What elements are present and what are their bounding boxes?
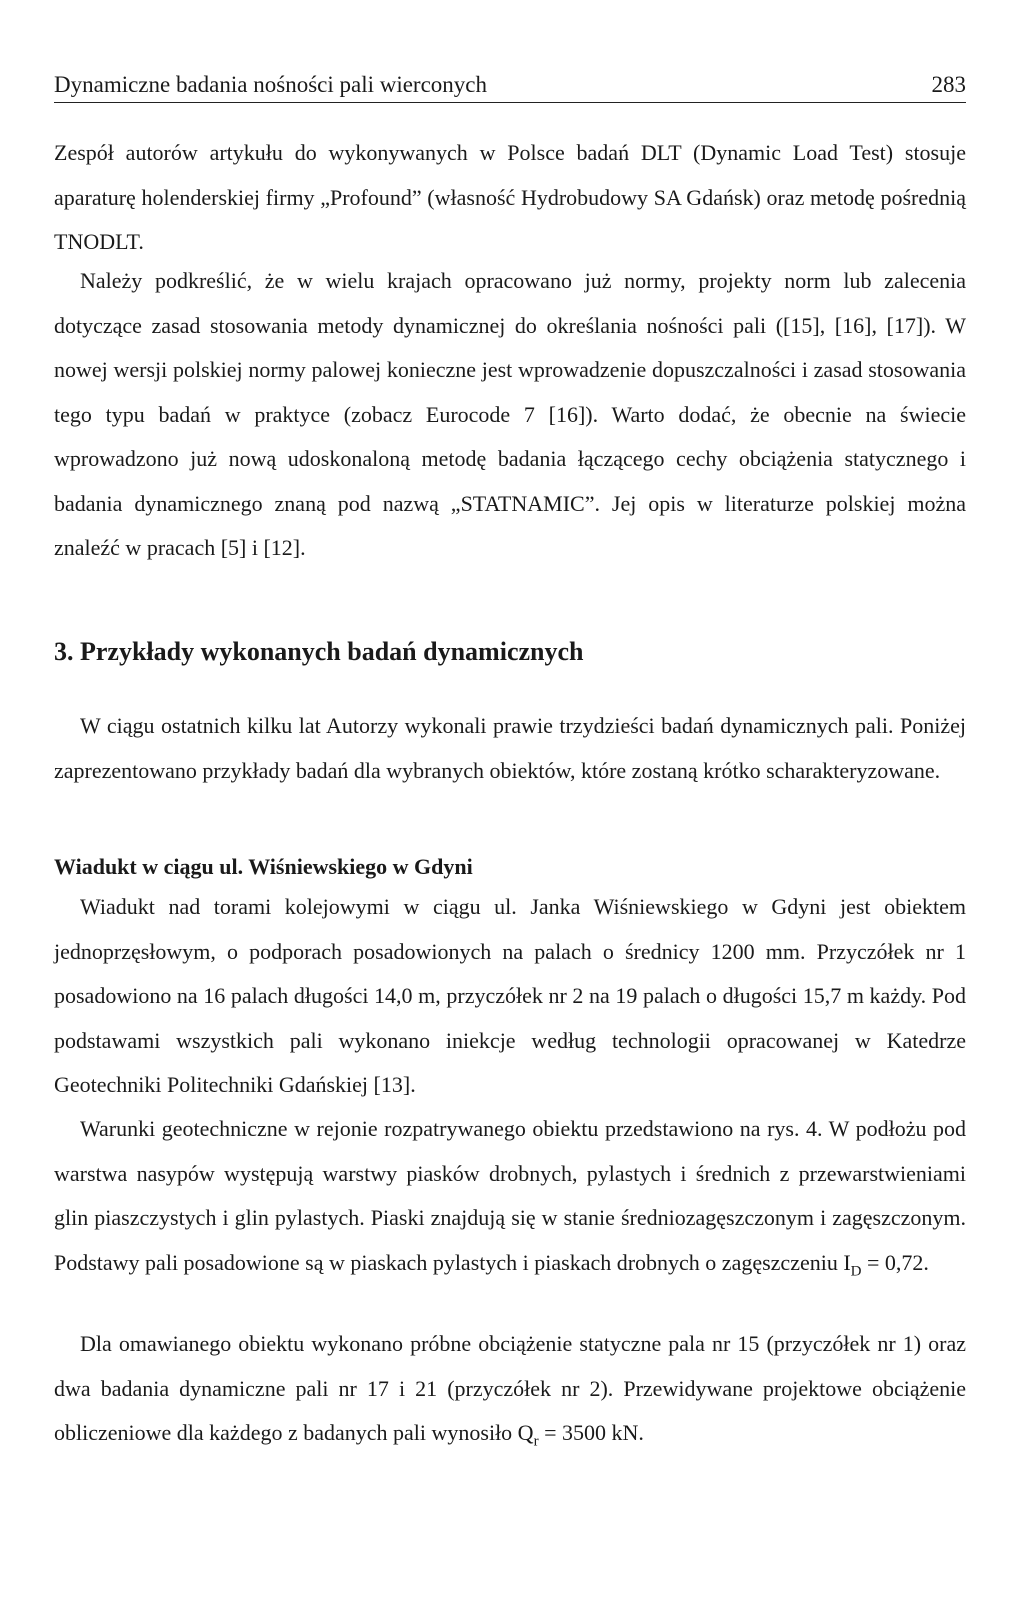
- geotechnical-text: Warunki geotechniczne w rejonie rozpatrywanego obiektu przedstawiono na rys. 4. W podłożu pod warstwa nasypów występują warstwy piasków drobnych, pylastych i średnich z przewarstwieniami glin piaszczystych i glin pylastych. Piaski znajdują się w stanie średniozagęszczonym i zagęszczonym. Podstawy pali posadowione są w piaskach pylastych i piaskach drobnych o zagęszczeniu I: [54, 1116, 966, 1275]
- page-number: 283: [931, 72, 966, 97]
- load-tests-text: Dla omawianego obiektu wykonano próbne obciążenie statyczne pala nr 15 (przyczółek nr 1) oraz dwa badania dynamiczne pali nr 17 i 21 (przyczółek nr 2). Przewidywane projektowe obciążenie obliczeniowe dla każdego z badanych pali wynosiło Q: [54, 1331, 966, 1445]
- paragraph-overview: W ciągu ostatnich kilku lat Autorzy wykonali prawie trzydzieści badań dynamicznych pali. Poniżej zaprezentowano przykłady badań dla wybranych obiektów, które zostaną krótko scharakteryzowane.: [54, 713, 966, 783]
- paragraph-load-tests: [54, 1322, 966, 1456]
- section-heading: 3. Przykłady wykonanych badań dynamicznych: [54, 637, 584, 666]
- subsection-heading: Wiadukt w ciągu ul. Wiśniewskiego w Gdyni: [54, 854, 473, 879]
- load-tests-text-end: = 3500 kN.: [538, 1420, 644, 1445]
- header-title: Dynamiczne badania nośności pali wierconych: [54, 72, 488, 97]
- geotechnical-text-end: = 0,72.: [861, 1249, 929, 1275]
- paragraph-standards: Należy podkreślić, że w wielu krajach opracowano już normy, projekty norm lub zalecenia dotyczące zasad stosowania metody dynamicznej do określania nośności pali ([15], [16], [17]). W nowej wersji polskiej normy palowej konieczne jest wprowadzenie dopuszczalności i zasad stosowania tego typu badań w praktyce (zobacz Eurocode 7 [16]). Warto dodać, że obecnie na świecie wprowadzono już nową udoskonaloną metodę badania łączącego cechy obciążenia statycznego i badania dynamicznego znaną pod nazwą „STATNAMIC”. Jej opis w literaturze polskiej można znaleźć w pracach [5] i [12].: [54, 268, 966, 560]
- density-index-subscript: D: [850, 1262, 862, 1279]
- paragraph-geotechnical-conditions: [54, 1107, 966, 1285]
- running-header: [54, 72, 966, 103]
- paragraph-viaduct-description: Wiadukt nad torami kolejowymi w ciągu ul. Janka Wiśniewskiego w Gdyni jest obiektem jednoprzęsłowym, o podporach posadowionych na palach o średnicy 1200 mm. Przyczółek nr 1 posadowiono na 16 palach długości 14,0 m, przyczółek nr 2 na 19 palach o długości 15,7 m każdy. Pod podstawami wszystkich pali wykonano iniekcje według technologii opracowanej w Katedrze Geotechniki Politechniki Gdańskiej [13].: [54, 894, 966, 1097]
- design-load-subscript: r: [533, 1433, 539, 1450]
- paragraph-dlt-apparatus: Zespół autorów artykułu do wykonywanych w Polsce badań DLT (Dynamic Load Test) stosuje aparaturę holenderskiej firmy „Profound” (własność Hydrobudowy SA Gdańsk) oraz metodę pośrednią TNODLT.: [54, 140, 966, 254]
